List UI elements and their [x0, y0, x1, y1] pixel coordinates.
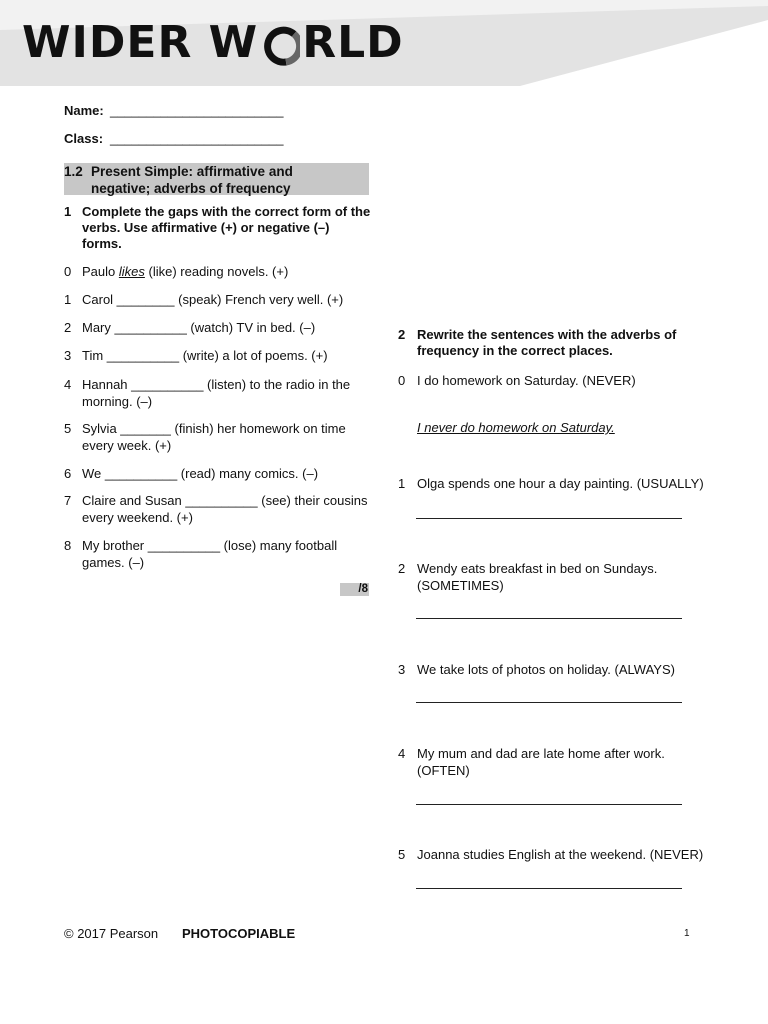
item-number: 3: [64, 348, 72, 363]
item-text-line1[interactable]: Carol ________ (speak) French very well. (+): [82, 292, 344, 307]
item-text-line1: Joanna studies English at the weekend. (NEVER): [417, 847, 704, 862]
exercise2-instruction-line1: Rewrite the sentences with the adverbs of: [417, 327, 677, 342]
answer-line-4[interactable]: [416, 804, 682, 805]
example-prompt: I do homework on Saturday. (NEVER): [417, 373, 636, 388]
exercise2-example-answer: [417, 420, 717, 437]
answer-line-3[interactable]: [416, 702, 682, 703]
page-number: 1: [684, 928, 690, 939]
item-text-line2: (OFTEN): [417, 762, 470, 778]
section-heading: [64, 163, 369, 195]
item-text-line1[interactable]: Hannah __________ (listen) to the radio in the: [82, 377, 351, 392]
item-number: 3: [398, 662, 406, 677]
item-text-line1[interactable]: My brother __________ (lose) many football: [82, 538, 338, 553]
section-title-line1: Present Simple: affirmative and: [91, 164, 293, 179]
item-text-line1: Olga spends one hour a day painting. (USUALLY): [417, 476, 704, 491]
example-sentence: [82, 264, 288, 281]
exercise1-instruction-line3: forms.: [82, 236, 122, 251]
item-number: 2: [64, 320, 72, 335]
item-text-line1: We take lots of photos on holiday. (ALWAYS): [417, 662, 675, 677]
exercise2-instruction-line2: frequency in the correct places.: [417, 343, 613, 358]
class-blank[interactable]: ________________________: [110, 131, 284, 146]
section-title-line2: negative; adverbs of frequency: [91, 181, 291, 196]
exercise1-instruction-line2: verbs. Use affirmative (+) or negative (–): [82, 220, 330, 235]
item-number: 1: [398, 476, 406, 491]
exercise1-instruction-line1: Complete the gaps with the correct form of the: [82, 204, 371, 219]
item-text-line2: (SOMETIMES): [417, 577, 504, 593]
item-text-line1: Wendy eats breakfast in bed on Sundays.: [417, 561, 658, 576]
item-text-line1[interactable]: Sylvia _______ (finish) her homework on time: [82, 421, 346, 436]
item-text-line1: My mum and dad are late home after work.: [417, 746, 665, 761]
exercise2-number: 2: [398, 327, 406, 342]
item-text-line2: every weekend. (+): [82, 509, 193, 525]
answer-line-1[interactable]: [416, 518, 682, 519]
item-text-line2: games. (–): [82, 554, 145, 570]
item-text-line1[interactable]: Tim __________ (write) a lot of poems. (+): [82, 348, 328, 363]
item-text-line1[interactable]: Mary __________ (watch) TV in bed. (–): [82, 320, 316, 335]
section-number: 1.2: [64, 164, 83, 179]
footer-copyright: © 2017 Pearson: [64, 926, 159, 941]
item-number: 0: [398, 373, 406, 388]
brand-text-part2: RLD: [302, 16, 404, 68]
example-before: Paulo: [82, 264, 119, 279]
item-text-line1[interactable]: We __________ (read) many comics. (–): [82, 466, 319, 481]
item-text-line2: morning. (–): [82, 393, 153, 409]
name-blank[interactable]: ________________________: [110, 103, 284, 118]
item-number: 4: [64, 377, 72, 392]
name-field: [64, 103, 284, 118]
example-answer: I never do homework on Saturday.: [417, 420, 615, 435]
answer-line-2[interactable]: [416, 618, 682, 619]
exercise1-number: 1: [64, 204, 72, 219]
item-number: 4: [398, 746, 406, 761]
item-number: 5: [398, 847, 406, 862]
item-number: 2: [398, 561, 406, 576]
item-number: 1: [64, 292, 72, 307]
circular-o-icon: [260, 20, 300, 64]
exercise1-score-box: /8: [340, 583, 369, 596]
answer-line-5[interactable]: [416, 888, 682, 889]
item-number: 6: [64, 466, 72, 481]
item-number: 0: [64, 264, 72, 279]
item-number: 7: [64, 493, 72, 508]
example-answer: likes: [118, 264, 145, 279]
footer-photocopiable: PHOTOCOPIABLE: [182, 926, 296, 941]
class-field: [64, 131, 284, 146]
item-number: 8: [64, 538, 72, 553]
brand-text-part1: WIDER W: [22, 16, 259, 68]
name-label: Name:: [64, 103, 104, 118]
example-after: (like) reading novels. (+): [144, 264, 289, 279]
item-text-line1[interactable]: Claire and Susan __________ (see) their cousins: [82, 493, 368, 508]
class-label: Class:: [64, 131, 104, 146]
brand-logo: [22, 14, 404, 70]
item-text-line2: every week. (+): [82, 437, 172, 453]
item-number: 5: [64, 421, 72, 436]
